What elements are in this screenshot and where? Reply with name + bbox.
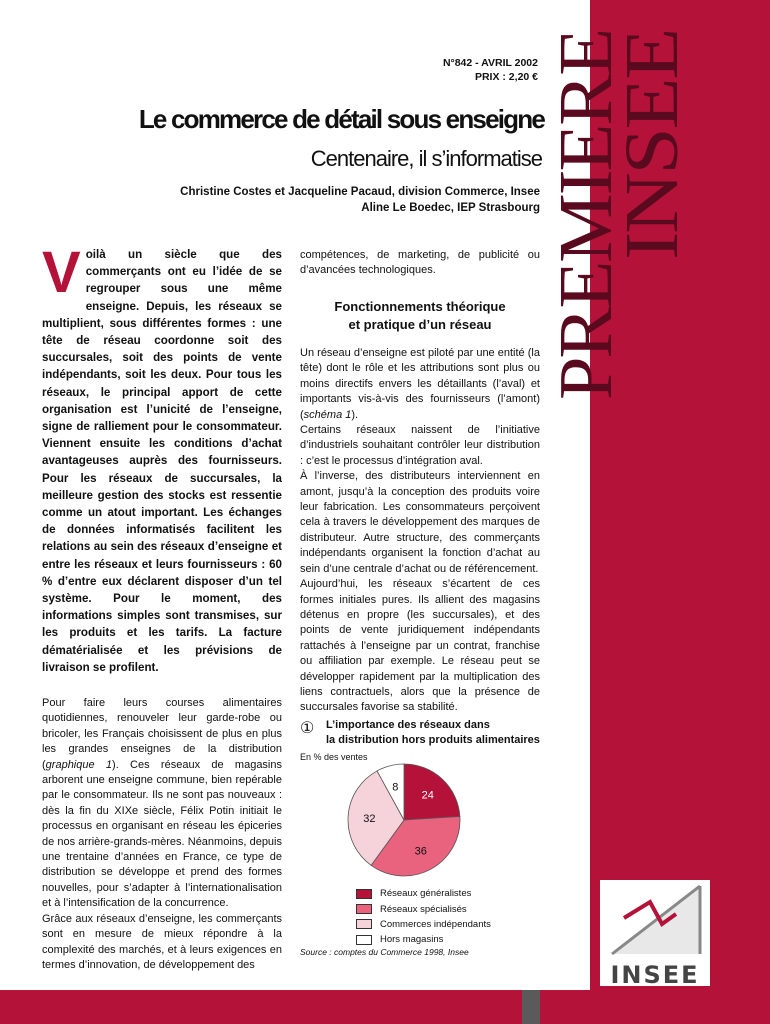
issue-price: PRIX : 2,20 € — [474, 71, 538, 83]
section-heading — [300, 298, 540, 334]
graphique-ref: graphique 1 — [45, 758, 113, 771]
wordmark-premiere: PREMIERE — [544, 40, 628, 400]
legend-swatch — [356, 935, 372, 945]
legend-label: Commerces indépendants — [380, 918, 491, 930]
right-intro: compétences, de marketing, de publicité ou d’avancées technologiques. — [300, 249, 540, 277]
left-paragraph-2: Grâce aux réseaux d’enseigne, les commerçants sont en mesure de mieux répondre à la complexité des marchés, et à leurs exigences en termes d’innovation, de développement des — [42, 912, 282, 971]
authors-line-2: Aline Le Boedec, IEP Strasbourg — [361, 202, 540, 214]
insee-logo — [600, 880, 710, 989]
chart-title — [326, 718, 546, 748]
schema-ref: schéma 1 — [303, 408, 352, 421]
legend-label: Réseaux généralistes — [380, 888, 472, 900]
chart-title-line-2: la distribution hors produits alimentaires — [326, 734, 540, 746]
legend-item — [356, 932, 491, 947]
legend-item — [356, 886, 491, 901]
section-heading-line-1: Fonctionnements théorique — [334, 299, 506, 314]
logo-graphic-icon — [600, 880, 710, 956]
pie-slice-label: 36 — [414, 845, 427, 858]
chart-legend — [356, 886, 491, 948]
pie-slice-label: 8 — [392, 781, 399, 794]
insee-premiere-wordmark — [544, 20, 770, 406]
page-subtitle: Centenaire, il s’informatise — [310, 146, 542, 171]
right-p1-text: Un réseau d’enseigne est piloté par une entité (la tête) dont le rôle et les attributions sont plus ou moins directifs envers les détaillants (l’aval) et importants vis-à-vis des fournisseurs (l’amont) ( — [300, 347, 540, 421]
pie-slice-label: 32 — [363, 812, 376, 825]
legend-swatch — [356, 919, 372, 929]
drop-cap: V — [42, 240, 81, 305]
chart-subtitle: En % des ventes — [300, 752, 368, 762]
page-title: Le commerce de détail sous enseigne — [138, 104, 544, 134]
legend-label: Réseaux spécialisés — [380, 903, 467, 915]
issue-info — [443, 56, 538, 84]
right-p1-text-cont: ). — [351, 408, 359, 421]
legend-item — [356, 917, 491, 932]
right-body — [300, 346, 540, 716]
lead-paragraph — [42, 240, 282, 676]
section-heading-line-2: et pratique d’un réseau — [348, 317, 492, 332]
chart-title-line-1: L’importance des réseaux dans — [326, 719, 490, 731]
footer-accent-block — [522, 990, 540, 1024]
right-paragraph-2: Certains réseaux naissent de l’initiative d’industriels souhaitant contrôler leur distribution : c’est le processus d’intégration aval. — [300, 424, 540, 467]
left-body — [42, 696, 282, 973]
issue-number: N°842 - AVRIL 2002 — [442, 57, 538, 69]
right-paragraph-1 — [300, 346, 540, 423]
left-p1-text-cont: ). Ces réseaux de magasins arborent une enseigne commune, bien repérable par le consommateur. Ils ne sont pas nouveaux : dès la fin du XIXe siècle, Félix Potin initiait le processus en organisant en réseau les épiceries de nos arrière-grands-mères. Néanmoins, depuis une trentaine d’années en France, ce type de distribution se développe et prend des formes nouvelles, pour s’adapter à l’internationalisation et à l’intensification de la concurrence. — [42, 758, 282, 910]
left-paragraph-1 — [42, 696, 282, 912]
left-p1-text: Pour faire leurs courses alimentaires quotidiennes, renouveler leur garde-robe ou bricoler, les Français choisissent de plus en plus les grandes enseignes de la distribution ( — [42, 697, 282, 771]
logo-text: INSEE — [610, 961, 700, 989]
right-paragraph-4: Aujourd’hui, les réseaux s’écartent de ces formes initiales pures. Ils allient des magasins détenus en propre (les succursales), et des points de vente juridiquement indépendants rattachés à l’enseigne par un contrat, franchise ou affiliation par exemple. Le réseau peut se développer rapidement par la multiplication des liens contractuels, alors que la présence de succursales favorise sa stabilité. — [300, 578, 540, 714]
lead-text: oilà un siècle que des commerçants ont eu l’idée de se regrouper sous une même enseigne. Depuis, les réseaux se multiplient, sous différentes formes : une tête de réseau coordonne soit des succursales, soit des points de vente indépendants, soit les deux. Pour tous les réseaux, le principal apport de cette organisation est l’unicité de l’enseigne, signe de ralliement pour le consommateur. Viennent ensuite les conditions d’achat avantageuses auprès des fournisseurs. Pour les réseaux de succursales, la meilleure gestion des stocks est ressentie comme un atout important. Les échanges de données informatisés facilitent les relations au sein des réseaux d’enseigne et entre les réseaux et leurs fournisseurs : 60 % d’entre eux déclarent disposer d’un tel système. Pour le moment, des informations simples sont transmises, sur les produits et les tarifs. La facture dématérialisée et les prévisions de livraison se profilent. — [42, 248, 282, 674]
right-paragraph-3: À l’inverse, des distributeurs interviennent en amont, jusqu’à la conception des produits voire leur fabrication. Les consommateurs perçoivent cela à travers le développement des marques de distributeur. Autre structure, des commerçants indépendants organisent la fonction d’achat au sein d’une centrale d’achat ou de référencement. — [300, 470, 540, 575]
legend-swatch — [356, 904, 372, 914]
authors — [60, 184, 540, 216]
footer-bar — [0, 990, 770, 1024]
pie-chart — [340, 760, 540, 880]
legend-label: Hors magasins — [380, 934, 444, 946]
wordmark-insee: INSEE — [610, 54, 694, 260]
pie-slice-label: 24 — [421, 789, 434, 802]
legend-item — [356, 901, 491, 916]
chart-number: ① — [300, 720, 315, 737]
authors-line-1: Christine Costes et Jacqueline Pacaud, division Commerce, Insee — [180, 186, 540, 198]
chart-source: Source : comptes du Commerce 1998, Insee — [300, 947, 469, 957]
legend-swatch — [356, 889, 372, 899]
